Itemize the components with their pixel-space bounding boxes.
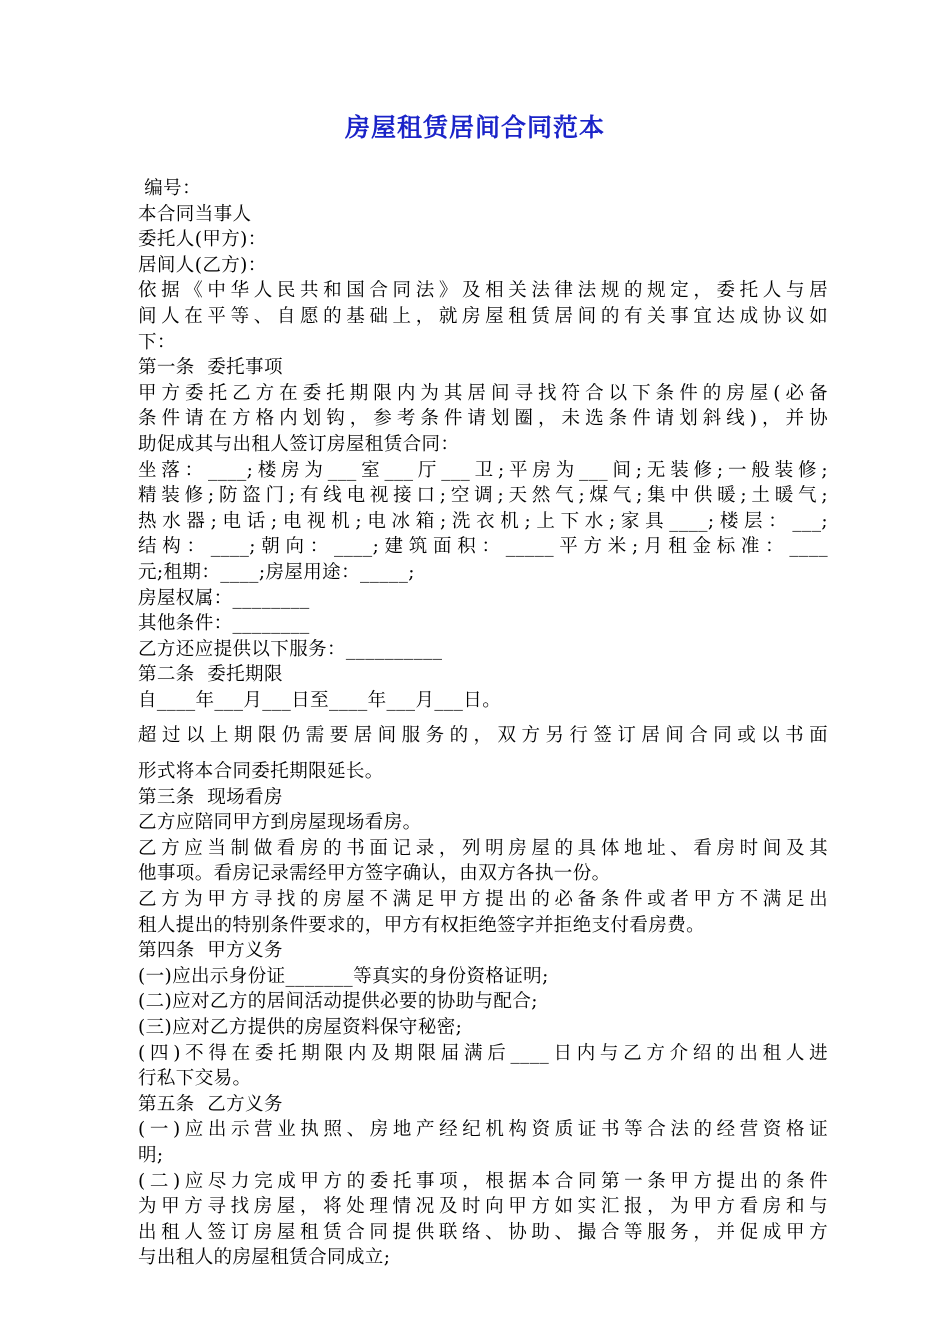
parties-heading: 本合同当事人 (138, 203, 252, 225)
article-5-item: 明; (138, 1144, 164, 1166)
document-title: 房屋租赁居间合同范本 (344, 113, 605, 142)
article-4-heading: 第四条 甲方义务 (138, 940, 283, 962)
article-2-line: 超过以上期限仍需要居间服务的，双方另行签订居间合同或以书面 (138, 725, 828, 747)
article-2-line: 形式将本合同委托期限延长。 (138, 761, 384, 783)
house-conditions-line: 精装修;防盗门;有线电视接口;空调;天然气;煤气;集中供暖;土暖气; (138, 485, 828, 507)
article-1-heading: 第一条 委托事项 (138, 357, 283, 379)
house-conditions-line: 元;租期：____;房屋用途：_____; (138, 561, 415, 583)
article-1-line: 助促成其与出租人签订房屋租赁合同： (138, 433, 460, 455)
house-conditions-line: 结构：____;朝向：____;建筑面积：_____平方米;月租金标准：____ (138, 536, 828, 558)
article-3-line: 他事项。看房记录需经甲方签字确认，由双方各执一份。 (138, 863, 611, 885)
article-1-line: 条件请在方格内划钩，参考条件请划圈，未选条件请划斜线)，并协 (138, 408, 828, 430)
field-other-conditions: 其他条件：________ (138, 613, 310, 635)
article-3-line: 乙方为甲方寻找的房屋不满足甲方提出的必备条件或者甲方不满足出 (138, 889, 828, 911)
field-principal: 委托人(甲方)： (138, 229, 267, 251)
field-ownership: 房屋权属：________ (138, 587, 310, 609)
article-3-line: 租人提出的特别条件要求的，甲方有权拒绝签字并拒绝支付看房费。 (138, 914, 706, 936)
article-4-item: (一)应出示身份证_______等真实的身份资格证明; (138, 965, 549, 987)
article-4-item: 行私下交易。 (138, 1068, 252, 1090)
house-conditions-line: 热水器;电话;电视机;电冰箱;洗衣机;上下水;家具____;楼层：___; (138, 510, 828, 532)
article-4-item: (二)应对乙方的居间活动提供必要的协助与配合; (138, 991, 538, 1013)
preamble-line: 依据《中华人民共和国合同法》及相关法律法规的规定，委托人与居 (138, 280, 828, 302)
article-3-heading: 第三条 现场看房 (138, 786, 283, 808)
article-1-line: 甲方委托乙方在委托期限内为其居间寻找符合以下条件的房屋(必备 (138, 382, 828, 404)
field-intermediary: 居间人(乙方)： (138, 254, 267, 276)
article-3-line: 乙方应当制做看房的书面记录，列明房屋的具体地址、看房时间及其 (138, 837, 828, 859)
article-5-item: (二)应尽力完成甲方的委托事项，根据本合同第一条甲方提出的条件 (138, 1170, 828, 1192)
field-contract-number: 编号： (138, 178, 201, 199)
article-3-line: 乙方应陪同甲方到房屋现场看房。 (138, 812, 422, 834)
house-conditions-line: 坐落：____;楼房为___室___厅___卫;平房为___间;无装修;一般装修; (138, 459, 828, 481)
preamble-line: 下： (138, 331, 176, 353)
article-5-item: 出租人签订房屋租赁合同提供联络、协助、撮合等服务，并促成甲方 (138, 1221, 828, 1243)
article-4-item: (四)不得在委托期限内及期限届满后____日内与乙方介绍的出租人进 (138, 1042, 828, 1064)
article-5-item: (一)应出示营业执照、房地产经纪机构资质证书等合法的经营资格证 (138, 1119, 828, 1141)
article-5-heading: 第五条 乙方义务 (138, 1093, 283, 1115)
field-extra-services: 乙方还应提供以下服务：__________ (138, 638, 443, 660)
article-4-item: (三)应对乙方提供的房屋资料保守秘密; (138, 1017, 463, 1038)
field-period: 自____年___月___日至____年___月___日。 (138, 689, 502, 711)
document-body (138, 176, 828, 1271)
article-5-item: 与出租人的房屋租赁合同成立; (138, 1247, 391, 1269)
article-2-heading: 第二条 委托期限 (138, 664, 283, 686)
article-5-item: 为甲方寻找房屋，将处理情况及时向甲方如实汇报，为甲方看房和与 (138, 1196, 828, 1218)
preamble-line: 间人在平等、自愿的基础上，就房屋租赁居间的有关事宜达成协议如 (138, 305, 828, 327)
